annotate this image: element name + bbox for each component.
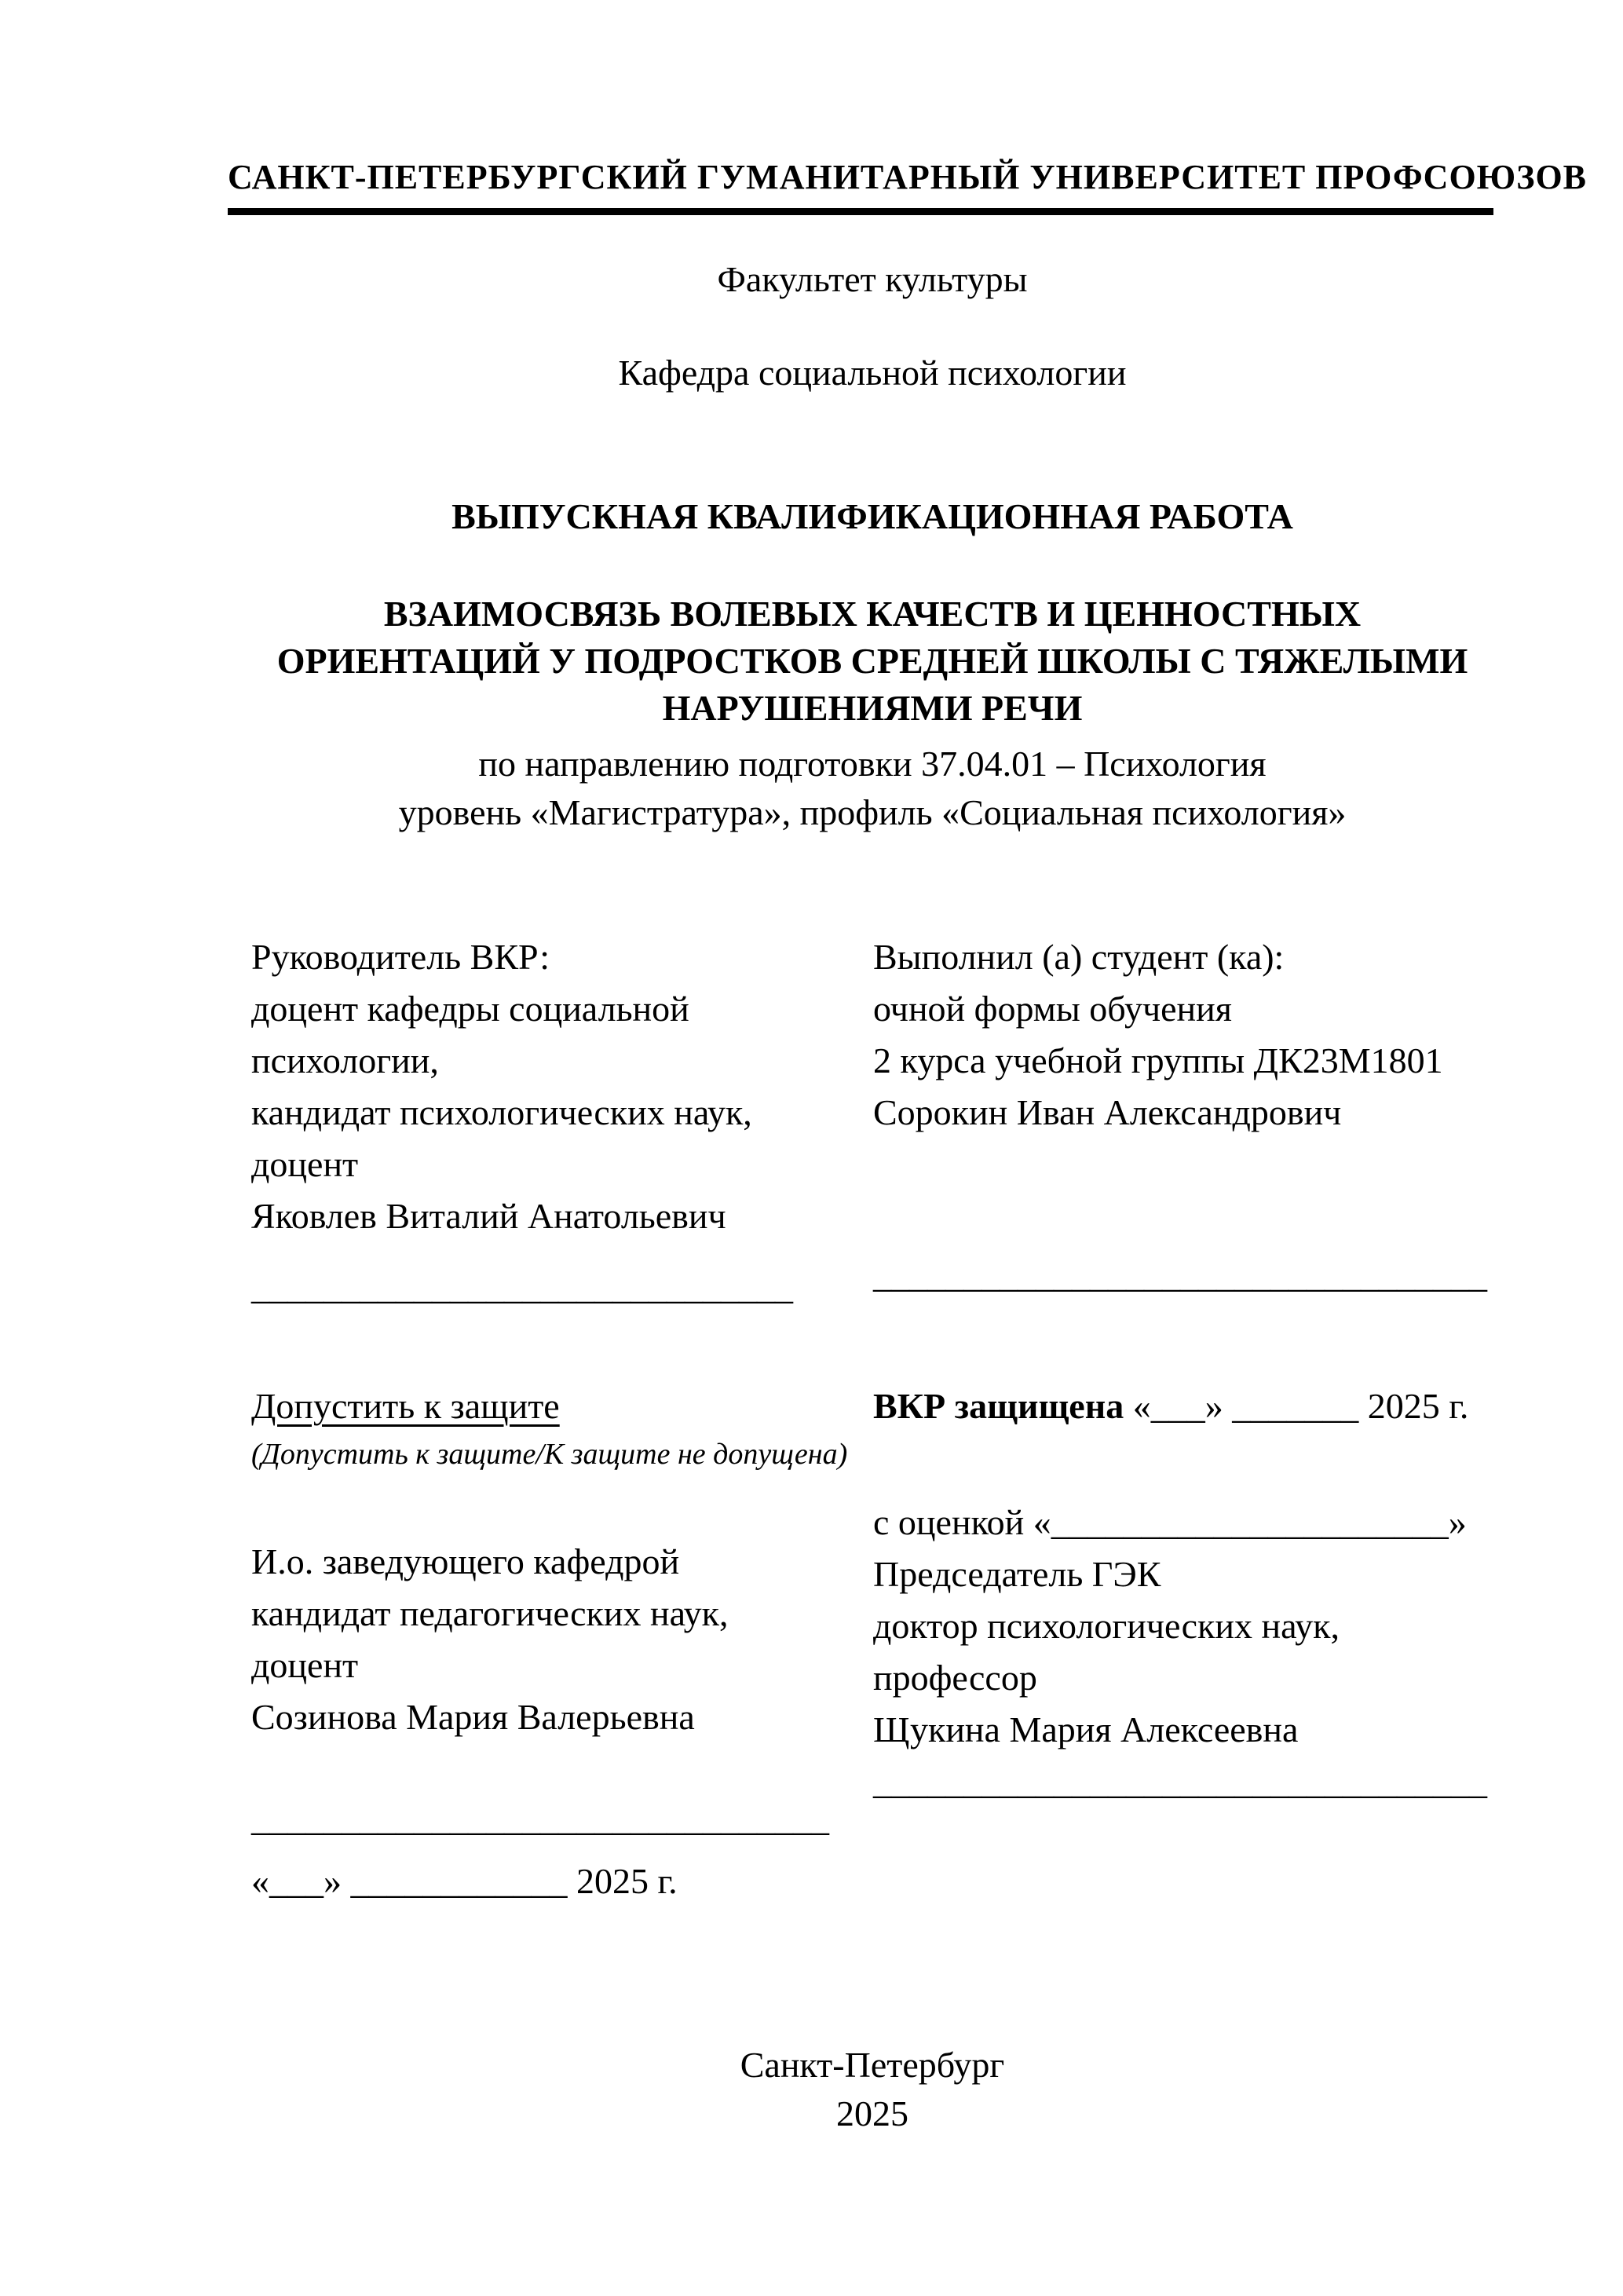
admission-official-line: доцент <box>251 1645 359 1685</box>
footer <box>251 2041 1493 2138</box>
admission-heading: Допустить к защите <box>251 1386 560 1426</box>
work-type-heading: ВЫПУСКНАЯ КВАЛИФИКАЦИОННАЯ РАБОТА <box>451 496 1293 536</box>
defense-committee-line: доктор психологических наук, <box>873 1606 1340 1646</box>
admission-note: (Допустить к защите/К защите не допущена) <box>251 1438 848 1471</box>
university-name: САНКТ-ПЕТЕРБУРГСКИЙ ГУМАНИТАРНЫЙ УНИВЕРСИТЕТ ПРОФСОЮЗОВ <box>228 157 1493 215</box>
defense-committee-line: Председатель ГЭК <box>873 1554 1161 1594</box>
admission-official-line: И.о. заведующего кафедрой <box>251 1541 680 1581</box>
admission-date-line: «___» ____________ 2025 г. <box>251 1861 678 1901</box>
supervisor-info-line: доцент <box>251 1144 359 1184</box>
defense-heading-rest: «___» _______ 2025 г. <box>1124 1386 1469 1426</box>
faculty-name: Факультет культуры <box>717 259 1028 299</box>
approval-block <box>251 1380 1493 1907</box>
department-name: Кафедра социальной психологии <box>618 353 1127 393</box>
supervisor-section <box>251 931 801 1313</box>
admission-signature-line: ________________________________ <box>251 1798 829 1838</box>
thesis-title <box>251 590 1493 732</box>
signatories-block <box>251 931 1493 1313</box>
student-info-line: очной формы обучения <box>873 989 1232 1029</box>
defense-committee-line: Щукина Мария Алексеевна <box>873 1709 1299 1749</box>
defense-section <box>873 1380 1493 1907</box>
program-level-line: уровень «Магистратура», профиль «Социальная психология» <box>398 792 1347 832</box>
admission-official <box>251 1536 801 1743</box>
supervisor-info-line: Яковлев Виталий Анатольевич <box>251 1196 726 1236</box>
supervisor-label: Руководитель ВКР: <box>251 937 550 977</box>
student-info-line: 2 курса учебной группы ДК23М1801 <box>873 1040 1443 1080</box>
admission-official-line: кандидат педагогических наук, <box>251 1593 729 1633</box>
thesis-title-line: ОРИЕНТАЦИЙ У ПОДРОСТКОВ СРЕДНЕЙ ШКОЛЫ С ТЯЖЕЛЫМИ <box>276 641 1468 681</box>
admission-section <box>251 1380 848 1907</box>
program-block <box>251 740 1493 837</box>
defense-heading-bold: ВКР защищена <box>873 1386 1124 1426</box>
footer-city: Санкт-Петербург <box>740 2045 1005 2085</box>
student-info-line: Сорокин Иван Александрович <box>873 1092 1342 1132</box>
defense-grade-line: с оценкой «______________________» <box>873 1502 1467 1542</box>
supervisor-info-line: доцент кафедры социальной <box>251 989 689 1029</box>
supervisor-signature-line: ______________________________ <box>251 1267 793 1307</box>
footer-year: 2025 <box>836 2093 908 2133</box>
defense-heading <box>873 1380 1493 1432</box>
thesis-title-line: ВЗАИМОСВЯЗЬ ВОЛЕВЫХ КАЧЕСТВ И ЦЕННОСТНЫХ <box>383 594 1362 634</box>
admission-official-line: Созинова Мария Валерьевна <box>251 1697 695 1737</box>
supervisor-info-line: кандидат психологических наук, <box>251 1092 752 1132</box>
student-label: Выполнил (а) студент (ка): <box>873 937 1285 977</box>
thesis-title-line: НАРУШЕНИЯМИ РЕЧИ <box>662 688 1083 728</box>
program-direction-line: по направлению подготовки 37.04.01 – Психология <box>478 744 1267 784</box>
defense-signature-line: __________________________________ <box>873 1761 1487 1801</box>
defense-committee-line: профессор <box>873 1658 1037 1698</box>
student-signature-line: __________________________________ <box>873 1255 1487 1295</box>
supervisor-info-line: психологии, <box>251 1040 439 1080</box>
student-section <box>873 931 1493 1313</box>
